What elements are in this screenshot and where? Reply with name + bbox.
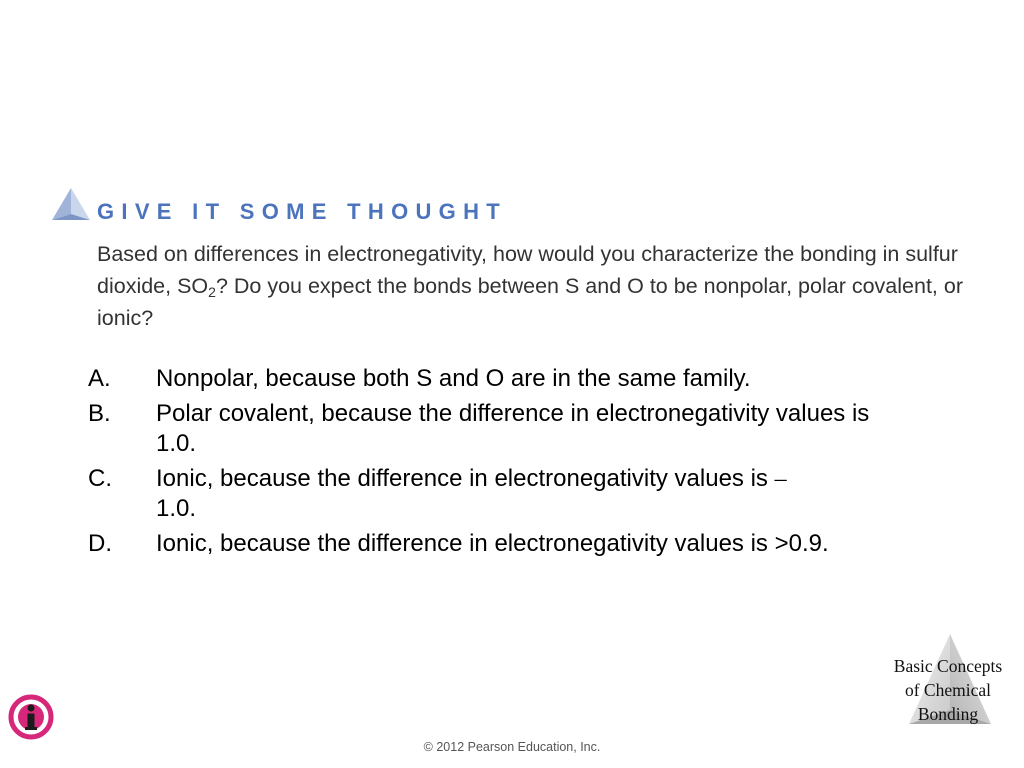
choice-text-after: 1.0. bbox=[156, 495, 197, 522]
choice-text: Polar covalent, because the difference in electronegativity values is 1.0. bbox=[156, 400, 870, 457]
choice-a[interactable] bbox=[88, 364, 908, 394]
give-it-some-thought-heading: GIVE IT SOME THOUGHT bbox=[97, 199, 508, 224]
choice-text: Ionic, because the difference in electronegativity values is >0.9. bbox=[156, 530, 829, 557]
question-subscript: 2 bbox=[208, 284, 216, 300]
chapter-title-line: Bonding bbox=[917, 704, 979, 724]
choice-letter: D. bbox=[88, 530, 112, 557]
question-part1: Based on differences in electronegativity, how would you characterize the bonding in sulfur dioxide, SO bbox=[97, 242, 958, 298]
chapter-title-line: of Chemical bbox=[904, 680, 991, 700]
question-part2: ? Do you expect the bonds between S and O to be nonpolar, polar covalent, or ionic? bbox=[97, 274, 963, 330]
choice-d[interactable] bbox=[88, 529, 908, 559]
choice-letter: C. bbox=[88, 465, 112, 492]
dash-symbol: – bbox=[774, 466, 787, 492]
pyramid-icon bbox=[50, 186, 92, 224]
copyright-notice: © 2012 Pearson Education, Inc. bbox=[423, 740, 601, 754]
chapter-title-line: Basic Concepts bbox=[893, 656, 1003, 676]
chapter-title bbox=[878, 654, 1018, 726]
choice-letter: A. bbox=[88, 365, 111, 392]
choice-c[interactable] bbox=[88, 464, 908, 524]
choice-text: Nonpolar, because both S and O are in the same family. bbox=[156, 365, 751, 392]
choice-text bbox=[156, 464, 908, 524]
choice-letter: B. bbox=[88, 400, 111, 427]
answer-choices bbox=[88, 364, 908, 564]
info-logo-icon bbox=[8, 694, 54, 740]
choice-text-before: Ionic, because the difference in electronegativity values is bbox=[156, 465, 775, 492]
choice-b[interactable] bbox=[88, 399, 908, 459]
question-text bbox=[97, 238, 977, 334]
